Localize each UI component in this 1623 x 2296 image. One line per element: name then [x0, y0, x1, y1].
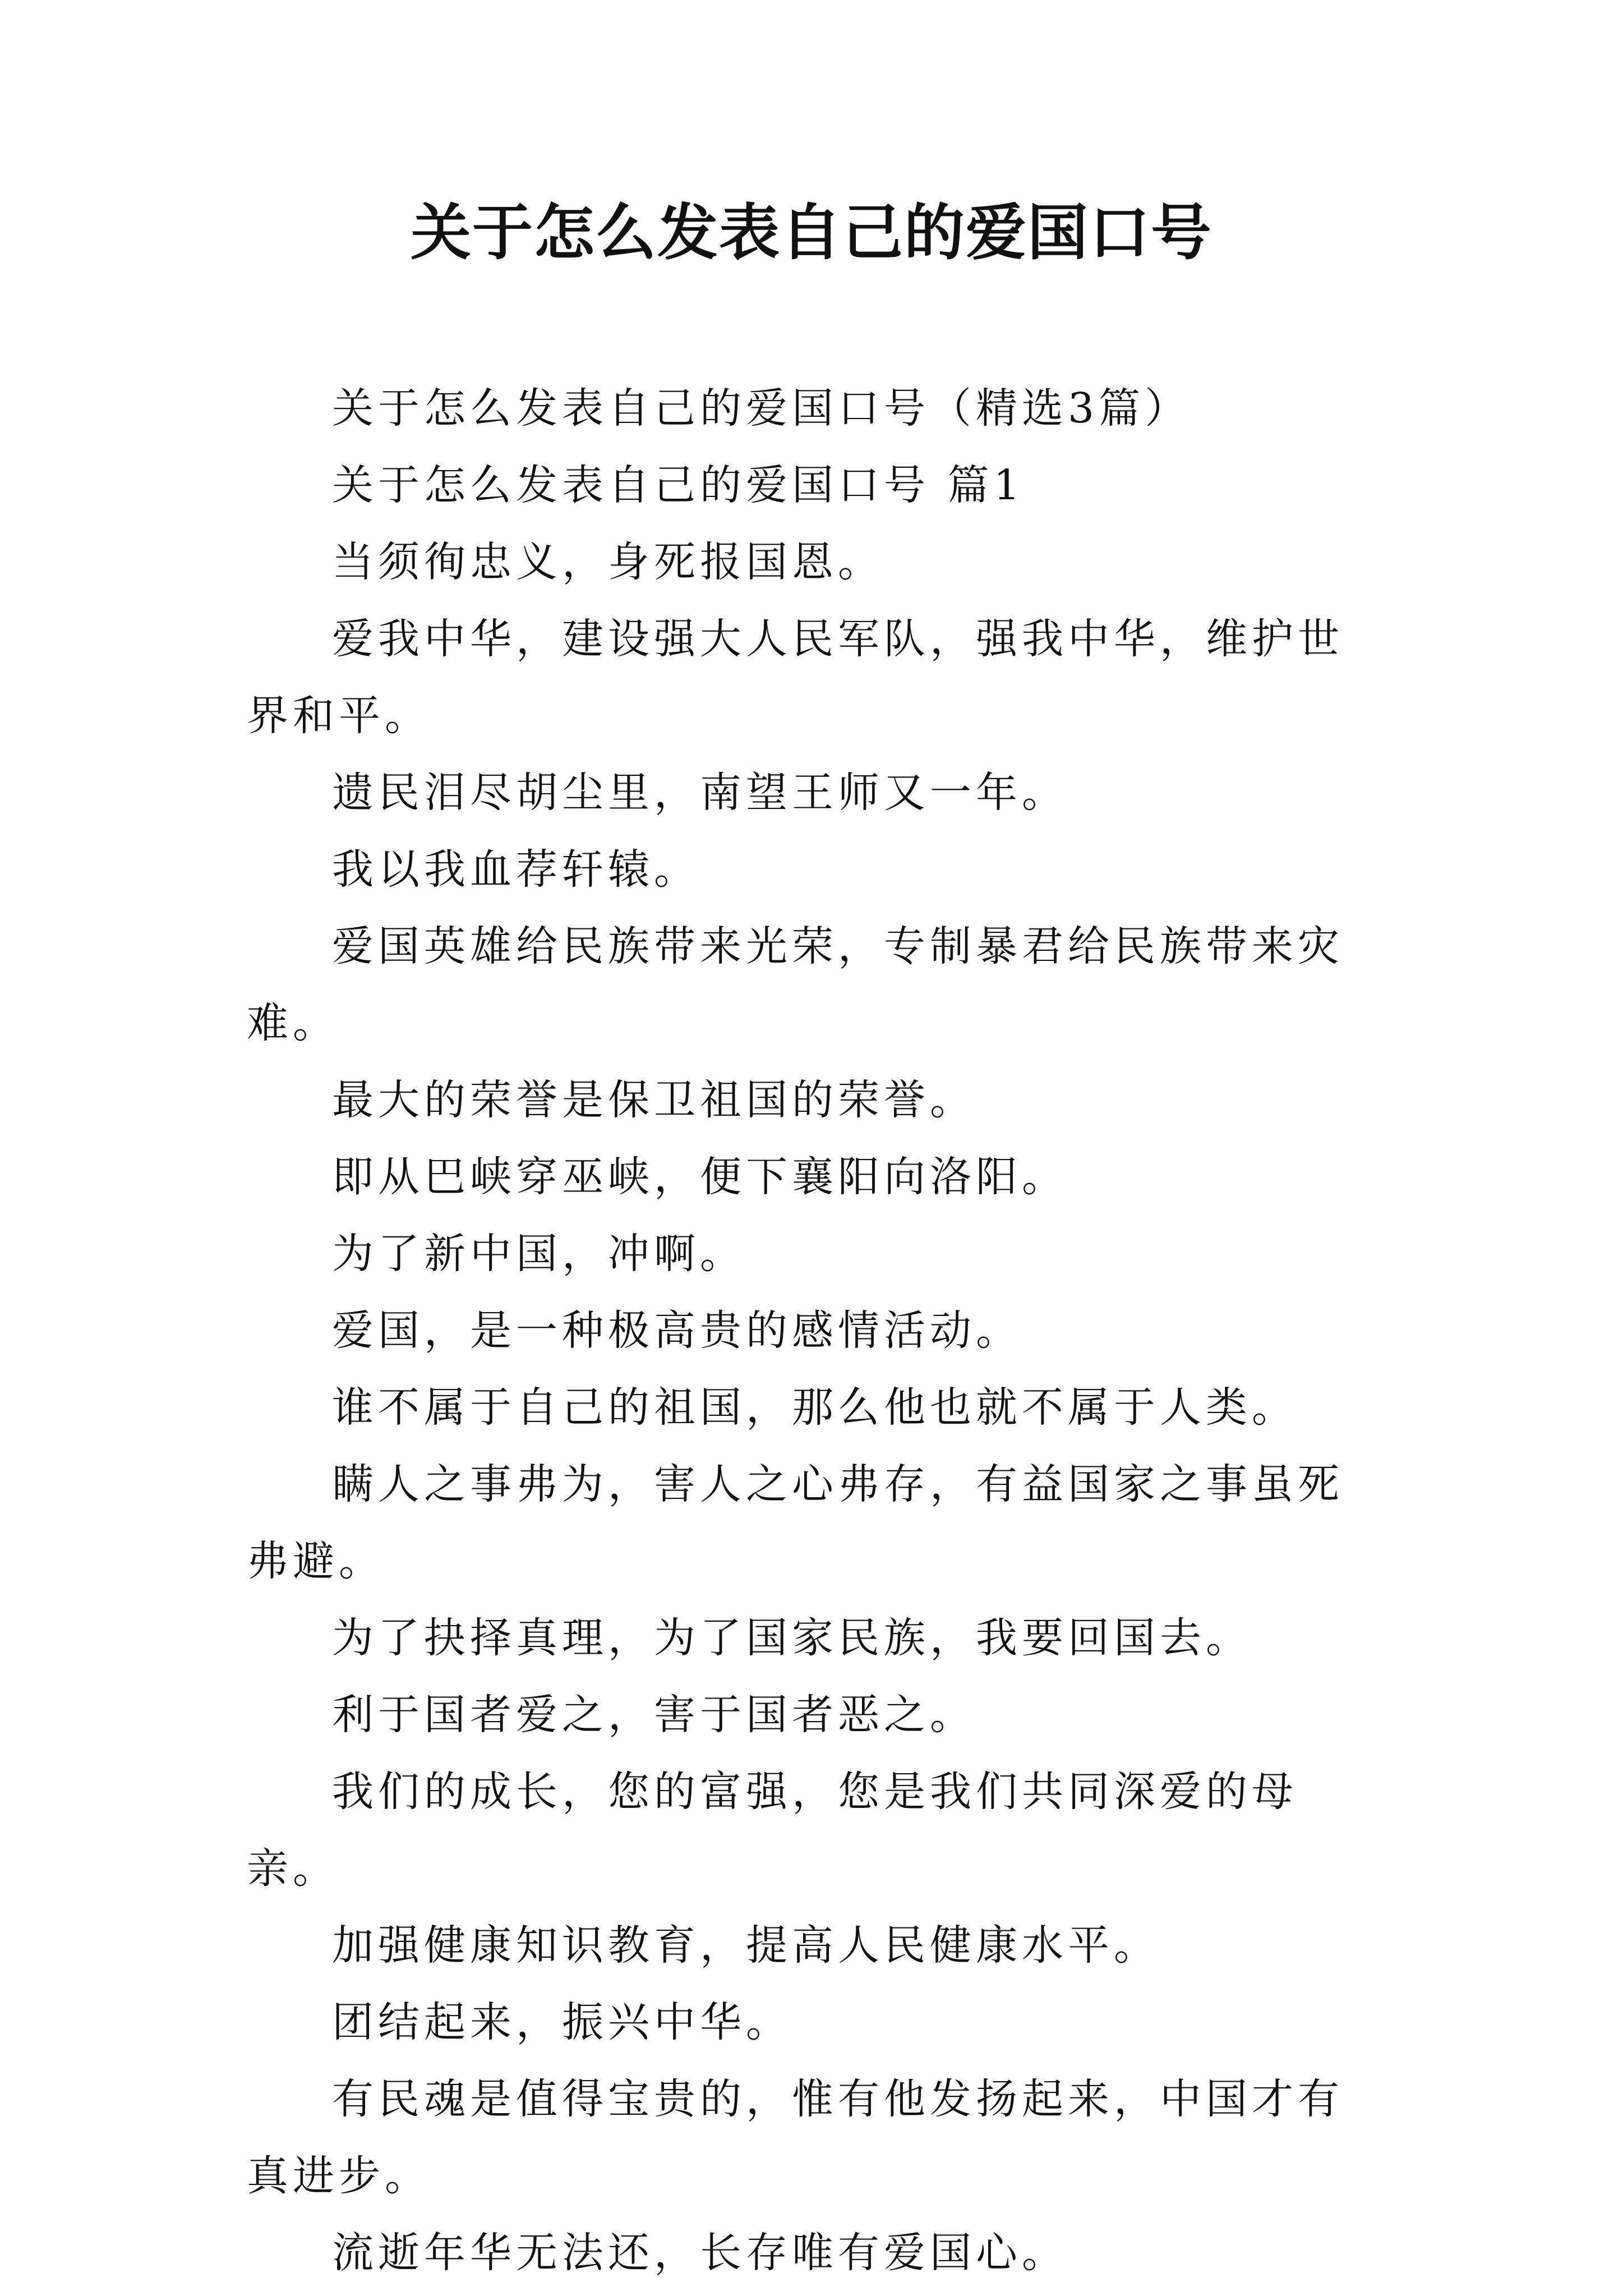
paragraph: 为了抉择真理，为了国家民族，我要回国去。 — [332, 1614, 1252, 1662]
paragraph: 遗民泪尽胡尘里，南望王师又一年。 — [332, 769, 1068, 817]
paragraph: 我以我血荐轩辕。 — [332, 845, 700, 894]
paragraph-subtitle: 关于怎么发表自己的爱国口号（精选3篇） — [332, 384, 1191, 432]
paragraph: 爱国，是一种极高贵的感情活动。 — [332, 1306, 1022, 1355]
paragraph: 当须徇忠义，身死报国恩。 — [332, 538, 884, 586]
paragraph: 加强健康知识教育，提高人民健康水平。 — [332, 1921, 1160, 1970]
paragraph: 爱国英雄给民族带来光荣，专制暴君给民族带来灾难。 — [247, 922, 1344, 1047]
paragraph: 为了新中国，冲啊。 — [332, 1230, 746, 1278]
paragraph: 有民魂是值得宝贵的，惟有他发扬起来，中国才有真进步。 — [247, 2075, 1344, 2200]
paragraph-section-heading: 关于怎么发表自己的爱国口号 篇1 — [332, 461, 1025, 509]
paragraph: 最大的荣誉是保卫祖国的荣誉。 — [332, 1076, 976, 1124]
paragraph: 爱我中华，建设强大人民军队，强我中华，维护世界和平。 — [247, 615, 1344, 740]
paragraph: 利于国者爱之，害于国者恶之。 — [332, 1691, 976, 1739]
paragraph: 谁不属于自己的祖国，那么他也就不属于人类。 — [332, 1383, 1298, 1432]
document-title: 关于怎么发表自己的爱国口号 — [410, 197, 1212, 268]
paragraph: 即从巴峡穿巫峡，便下襄阳向洛阳。 — [332, 1153, 1068, 1201]
paragraph: 流逝年华无法还，长存唯有爱国心。 — [332, 2229, 1068, 2277]
paragraph: 瞒人之事弗为，害人之心弗存，有益国家之事虽死弗避。 — [247, 1460, 1344, 1585]
document-body — [247, 370, 1368, 2292]
paragraph: 团结起来，振兴中华。 — [332, 1998, 792, 2046]
paragraph: 我们的成长，您的富强，您是我们共同深爱的母亲。 — [247, 1768, 1298, 1893]
